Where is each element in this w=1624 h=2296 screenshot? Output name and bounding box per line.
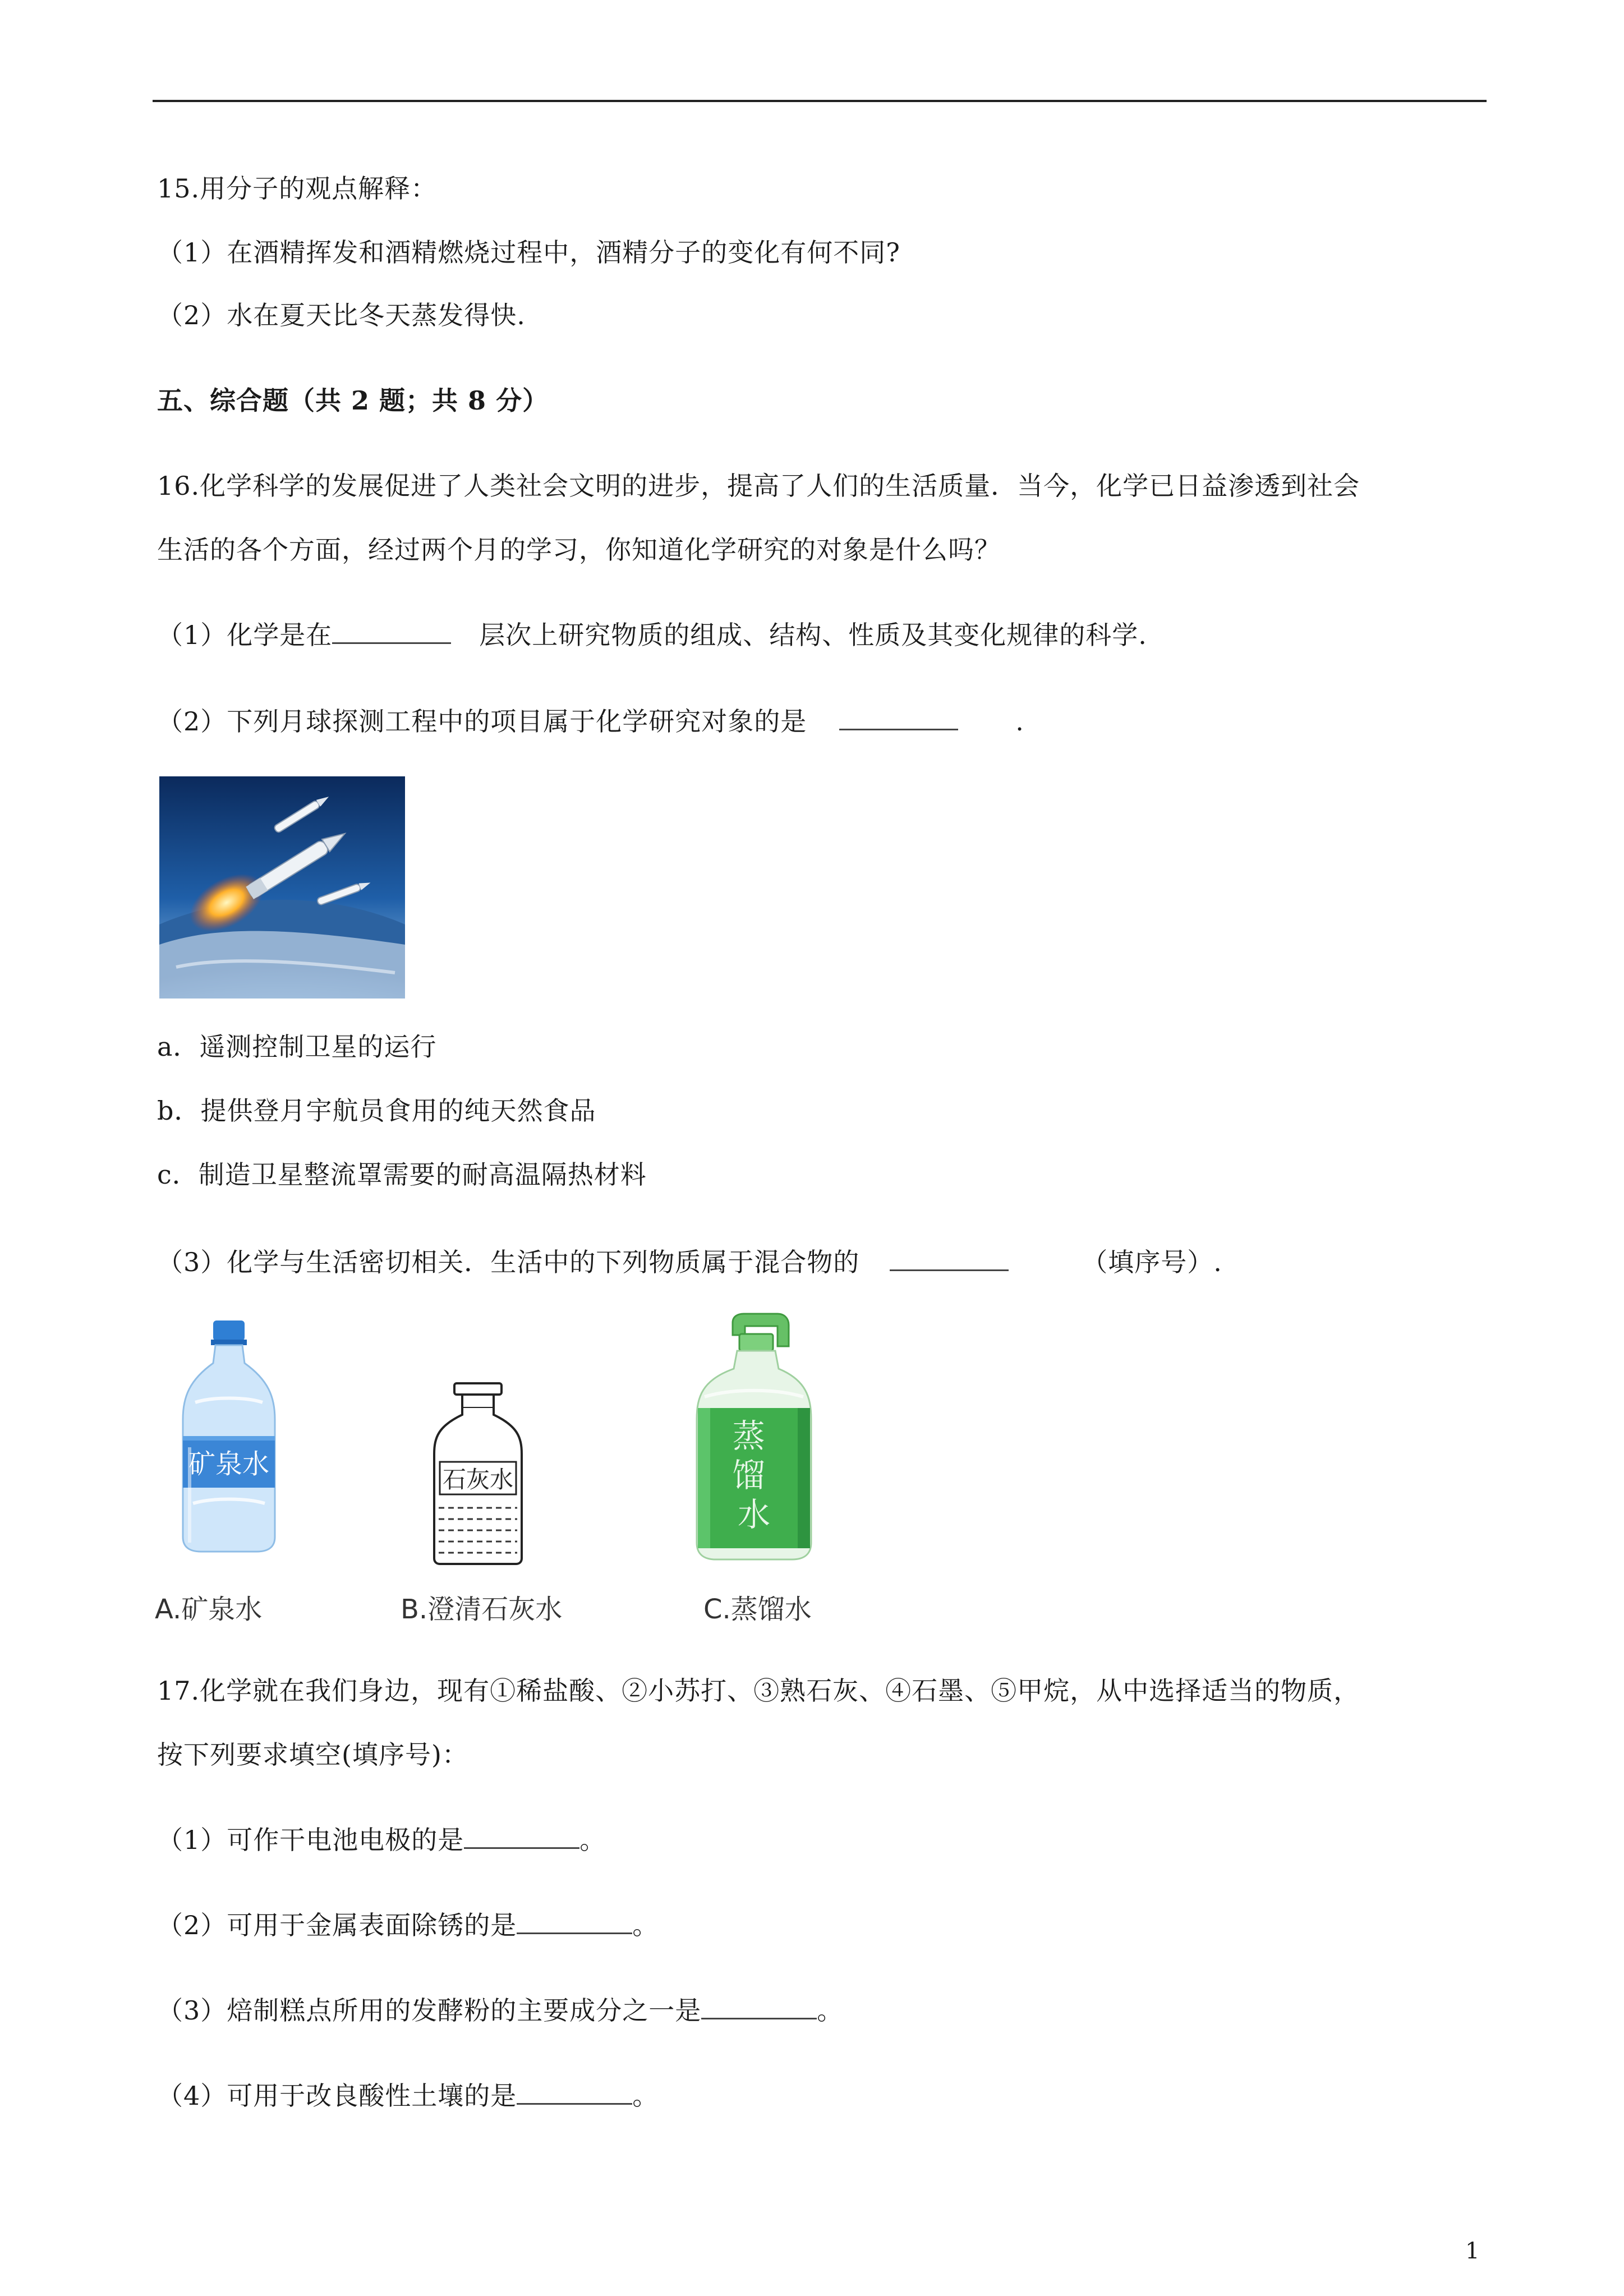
mineral-water-bottle-label: 矿泉水 — [188, 1448, 270, 1480]
q16-option-a: a．遥测控制卫星的运行 — [157, 1032, 437, 1062]
svg-text:蒸 馏 水 — [733, 1417, 775, 1534]
answer-blank[interactable] — [517, 2081, 632, 2105]
header-rule — [153, 100, 1487, 102]
q17-part4-text: （4）可用于改良酸性土壤的是 — [157, 2081, 517, 2111]
answer-blank[interactable] — [701, 1995, 817, 2019]
q17-part1-end: 。 — [579, 1825, 606, 1855]
q16-stem-line2: 生活的各个方面，经过两个月的学习，你知道化学研究的对象是什么吗？ — [157, 535, 1001, 565]
distilled-water-char-1: 蒸 — [732, 1417, 765, 1455]
q17-part4-end: 。 — [632, 2081, 659, 2111]
q17-stem-line2: 按下列要求填空(填序号)： — [157, 1740, 468, 1770]
q17-part2-end: 。 — [632, 1910, 659, 1940]
q15-title: 15.用分子的观点解释： — [157, 173, 438, 204]
option-a-label: A.矿泉水 — [155, 1594, 263, 1625]
q16-part2-after: . — [1015, 706, 1024, 737]
distilled-water-char-3: 水 — [737, 1496, 771, 1534]
q16-stem-line1: 16.化学科学的发展促进了人类社会文明的进步，提高了人们的生活质量．当今，化学已日益渗透到社会 — [157, 471, 1360, 501]
lime-water-jar-label: 石灰水 — [442, 1466, 514, 1493]
q16-part3-after: （填序号）. — [1082, 1247, 1222, 1277]
q16-option-b: b．提供登月宇航员食用的纯天然食品 — [157, 1096, 596, 1126]
q17-part1-text: （1）可作干电池电极的是 — [157, 1825, 464, 1855]
section-title: 五、综合题（共 2 题；共 8 分） — [157, 385, 549, 416]
page-number: 1 — [1465, 2238, 1480, 2264]
mineral-water-bottle-image — [178, 1318, 279, 1554]
q16-option-c: c．制造卫星整流罩需要的耐高温隔热材料 — [157, 1159, 647, 1190]
distilled-water-char-2: 馏 — [732, 1456, 765, 1494]
q17-part2-text: （2）可用于金属表面除锈的是 — [157, 1910, 517, 1940]
rocket-launch-image — [159, 776, 405, 999]
q17-part3-end: 。 — [817, 1995, 844, 2026]
q16-part3-before: （3）化学与生活密切相关．生活中的下列物质属于混合物的 — [157, 1247, 860, 1277]
q17-stem-line1: 17.化学就在我们身边，现有①稀盐酸、②小苏打、③熟石灰、④石墨、⑤甲烷，从中选择适当的物质， — [157, 1676, 1360, 1706]
lime-water-jar-image — [427, 1381, 528, 1566]
q16-part2-before: （2）下列月球探测工程中的项目属于化学研究对象的是 — [157, 706, 807, 737]
q17-part2 — [157, 1908, 659, 1942]
q17-part4 — [157, 2079, 659, 2113]
q16-part1-before: （1）化学是在 — [157, 620, 333, 650]
q17-part3-text: （3）焙制糕点所用的发酵粉的主要成分之一是 — [157, 1995, 702, 2026]
q15-part2: （2）水在夏天比冬天蒸发得快. — [157, 300, 526, 330]
answer-blank[interactable] — [332, 620, 451, 644]
q16-part3 — [157, 1245, 1222, 1279]
answer-blank[interactable] — [517, 1910, 632, 1934]
distilled-water-jug-image — [693, 1313, 815, 1562]
q16-part2 — [157, 705, 1024, 738]
answer-blank[interactable] — [839, 706, 958, 730]
q17-part3 — [157, 1994, 843, 2027]
q16-part1 — [157, 618, 1147, 652]
q15-part1: （1）在酒精挥发和酒精燃烧过程中，酒精分子的变化有何不同? — [157, 237, 900, 268]
q17-part1 — [157, 1823, 606, 1857]
option-c-label: C.蒸馏水 — [703, 1594, 812, 1625]
q16-part1-after: 层次上研究物质的组成、结构、性质及其变化规律的科学. — [479, 620, 1147, 650]
option-b-label: B.澄清石灰水 — [401, 1594, 563, 1625]
answer-blank[interactable] — [464, 1825, 579, 1849]
answer-blank[interactable] — [890, 1247, 1009, 1271]
